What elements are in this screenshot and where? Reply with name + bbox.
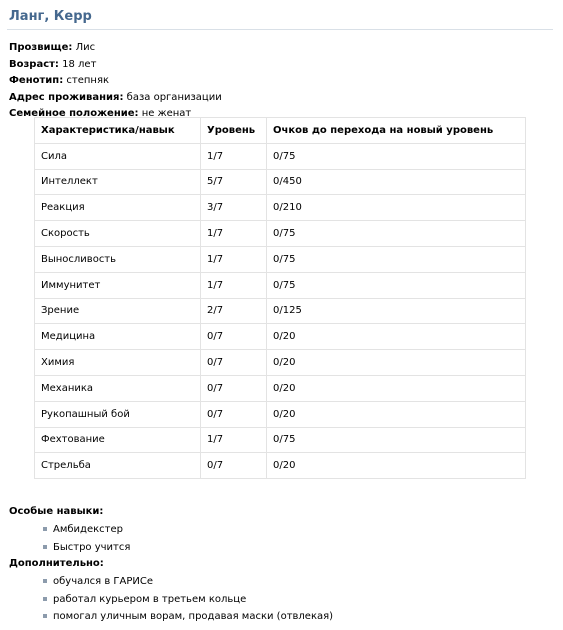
column-header-level: Уровень	[201, 118, 267, 144]
cell-skill: Выносливость	[35, 246, 201, 272]
table-row	[35, 221, 526, 247]
cell-level: 5/7	[201, 169, 267, 195]
cell-skill: Иммунитет	[35, 272, 201, 298]
cell-points: 0/210	[267, 195, 526, 221]
table-row	[35, 246, 526, 272]
cell-points: 0/75	[267, 246, 526, 272]
cell-skill: Механика	[35, 375, 201, 401]
info-value: база организации	[126, 91, 222, 103]
info-label: Адрес проживания:	[9, 91, 124, 103]
table-row	[35, 401, 526, 427]
list-item	[43, 591, 333, 609]
table-row	[35, 375, 526, 401]
cell-points: 0/75	[267, 221, 526, 247]
table-row	[35, 272, 526, 298]
info-value: 18 лет	[62, 58, 97, 70]
additional-title: Дополнительно:	[9, 558, 104, 569]
cell-skill: Стрельба	[35, 453, 201, 479]
info-label: Семейное положение:	[9, 108, 139, 120]
special-skills-section	[9, 504, 130, 556]
special-skills-list	[9, 521, 130, 556]
list-item-text: обучался в ГАРИСе	[53, 576, 153, 587]
table-row	[35, 298, 526, 324]
cell-level: 0/7	[201, 453, 267, 479]
cell-skill: Реакция	[35, 195, 201, 221]
bullet-icon	[43, 545, 47, 549]
list-item-text: работал курьером в третьем кольце	[53, 593, 247, 605]
table-row	[35, 324, 526, 350]
cell-level: 0/7	[201, 401, 267, 427]
cell-level: 1/7	[201, 427, 267, 453]
cell-points: 0/450	[267, 169, 526, 195]
bullet-icon	[43, 597, 47, 601]
cell-level: 1/7	[201, 246, 267, 272]
info-label: Возраст:	[9, 58, 59, 70]
cell-points: 0/20	[267, 350, 526, 376]
info-value: степняк	[66, 75, 109, 87]
bullet-icon	[43, 527, 47, 531]
cell-points: 0/20	[267, 375, 526, 401]
table-row	[35, 350, 526, 376]
bullet-icon	[43, 579, 47, 583]
list-item	[43, 539, 130, 557]
list-item-text: Быстро учится	[53, 541, 131, 553]
skills-table-body	[35, 143, 526, 478]
cell-skill: Рукопашный бой	[35, 401, 201, 427]
list-item-text: помогал уличным ворам, продавая маски (отвлекая)	[53, 611, 334, 622]
cell-level: 0/7	[201, 375, 267, 401]
cell-level: 0/7	[201, 350, 267, 376]
cell-level: 2/7	[201, 298, 267, 324]
cell-points: 0/75	[267, 143, 526, 169]
table-row	[35, 453, 526, 479]
table-row	[35, 143, 526, 169]
table-row	[35, 427, 526, 453]
info-value: не женат	[141, 108, 192, 120]
cell-level: 1/7	[201, 272, 267, 298]
additional-section	[9, 556, 333, 626]
column-header-skill: Характеристика/навык	[35, 118, 201, 144]
special-skills-title: Особые навыки:	[9, 506, 104, 517]
cell-level: 1/7	[201, 221, 267, 247]
cell-points: 0/75	[267, 427, 526, 453]
list-item	[43, 608, 333, 626]
character-info	[9, 40, 222, 123]
info-row-phenotype	[9, 73, 222, 90]
cell-points: 0/20	[267, 324, 526, 350]
bullet-icon	[43, 614, 47, 618]
cell-skill: Химия	[35, 350, 201, 376]
info-value: Лис	[75, 42, 96, 53]
table-row	[35, 169, 526, 195]
list-item	[43, 521, 130, 539]
cell-skill: Медицина	[35, 324, 201, 350]
info-label: Прозвище:	[9, 42, 73, 53]
info-row-age	[9, 57, 222, 74]
info-row-nickname	[9, 40, 222, 57]
cell-level: 3/7	[201, 195, 267, 221]
table-row	[35, 195, 526, 221]
cell-points: 0/20	[267, 401, 526, 427]
page-title: Ланг, Керр	[9, 9, 92, 24]
list-item	[43, 573, 333, 591]
cell-skill: Скорость	[35, 221, 201, 247]
title-divider	[7, 29, 553, 30]
table-header-row	[35, 118, 526, 144]
additional-list	[9, 573, 333, 626]
cell-skill: Сила	[35, 143, 201, 169]
cell-points: 0/75	[267, 272, 526, 298]
cell-points: 0/125	[267, 298, 526, 324]
cell-skill: Интеллект	[35, 169, 201, 195]
info-row-address	[9, 90, 222, 107]
info-label: Фенотип:	[9, 75, 64, 87]
skills-table	[34, 117, 526, 479]
cell-points: 0/20	[267, 453, 526, 479]
cell-skill: Фехтование	[35, 427, 201, 453]
cell-level: 0/7	[201, 324, 267, 350]
cell-level: 1/7	[201, 143, 267, 169]
column-header-points: Очков до перехода на новый уровень	[267, 118, 526, 144]
list-item-text: Амбидекстер	[53, 524, 123, 535]
cell-skill: Зрение	[35, 298, 201, 324]
